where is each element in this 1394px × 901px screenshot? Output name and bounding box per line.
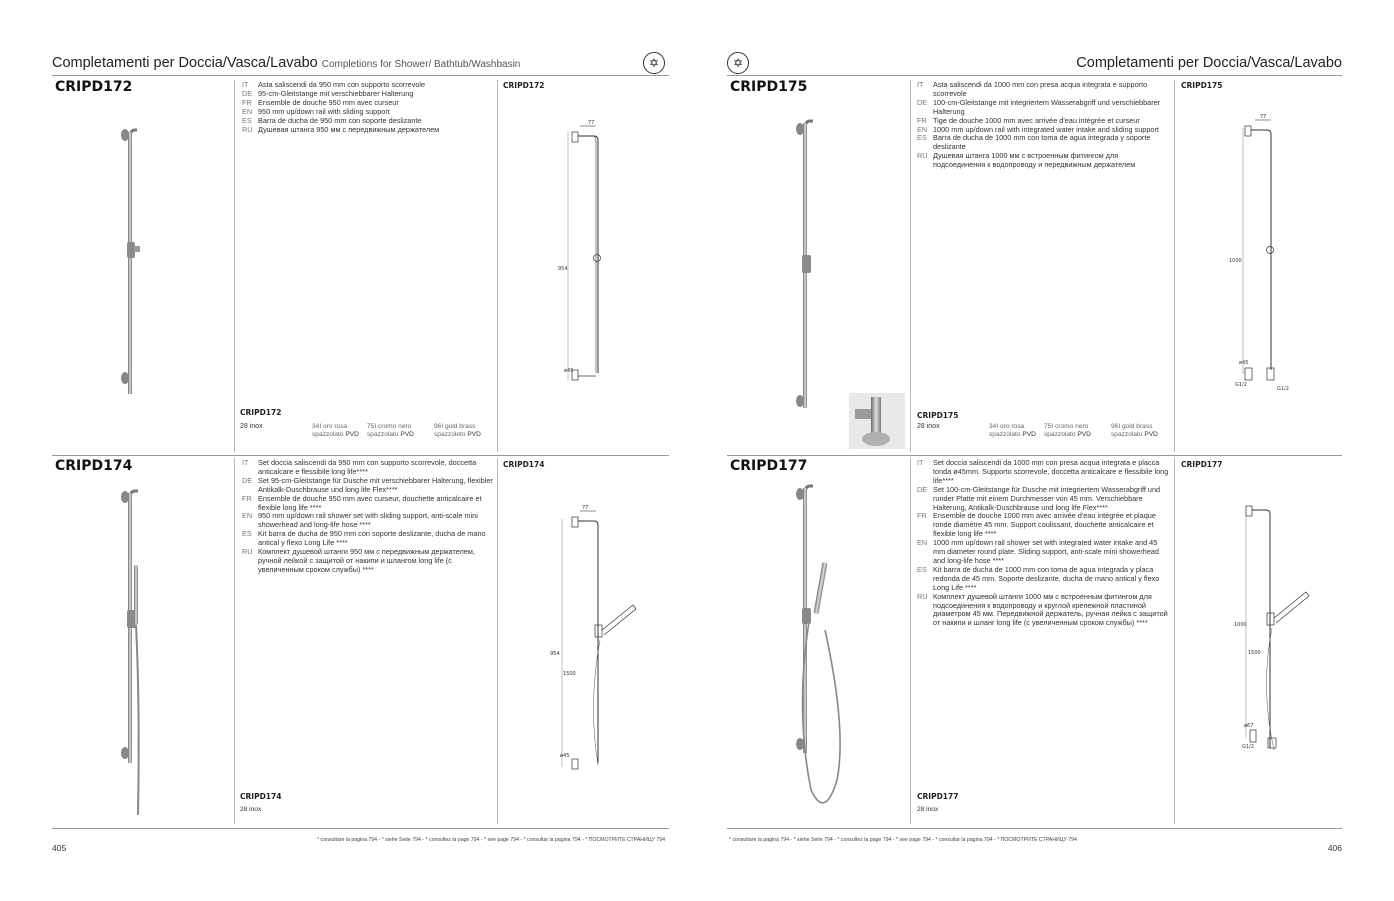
drawing-code: CRIPD177 bbox=[1181, 460, 1223, 469]
column-divider bbox=[234, 80, 235, 452]
left-footnote: * consultare la pagina 794 - * siehe Seite 794 - * consultez la page 794 - * see page 794 - * consultar la pagina 794 - * ПОСМОТРИТЕ СТРАНИЦУ 794 bbox=[317, 837, 665, 843]
description-list: IT Set doccia saliscendi da 950 mm con supporto scorrevole, doccetta anticalcare e flessibile long life**** DE Set 95-cm-Gleitstange für Dusche mit verschiebbarer Halterung, flexibler Antikalk-Duschbrause und long life Flex**** FR Ensemble de douche 950 mm avec curseur, douchette anticalcaire et flexible long life **** EN 950 mm up/down rail shower set with sliding support, anti-scale mini showerhead and long-life hose **** ES Kit barra de ducha de 950 mm con soporte deslizante, ducha de mano antical y flexo Long Life **** RU Комплект душевой штанги 950 мм с передвижным держателем, ручной лейкой с защитой от накипи и шлангом long life (с увеличенным сроком службы) **** bbox=[242, 458, 493, 574]
finish-code: CRIPD177 bbox=[917, 792, 959, 801]
dim-top: 77 bbox=[582, 505, 589, 511]
finish-option: 75I cromo nero spazzolato PVD bbox=[367, 423, 414, 438]
left-header-rule bbox=[52, 75, 669, 76]
dim-thread-left: G1/2 bbox=[1235, 382, 1247, 388]
finish-option: 34I oro rosa spazzolato PVD bbox=[312, 423, 359, 438]
shower-rail-photo bbox=[785, 115, 830, 420]
finish-options bbox=[240, 423, 490, 443]
column-divider bbox=[910, 80, 911, 452]
shower-set-photo bbox=[785, 480, 855, 820]
finish-base: 28 inox bbox=[240, 423, 263, 430]
shower-rail-photo bbox=[110, 120, 155, 420]
page-number-right: 406 bbox=[1327, 843, 1342, 853]
column-divider bbox=[1174, 458, 1175, 824]
finish-code: CRIPD172 bbox=[240, 408, 282, 417]
right-footer-rule bbox=[727, 828, 1342, 829]
drawing-code: CRIPD175 bbox=[1181, 81, 1223, 90]
left-page-title bbox=[52, 55, 520, 71]
dim-height: 1000 bbox=[1229, 258, 1242, 264]
technical-drawing bbox=[548, 505, 643, 775]
page-number-left: 405 bbox=[52, 843, 67, 853]
star-emblem-icon: ✡ bbox=[727, 52, 749, 74]
drawing-code: CRIPD172 bbox=[503, 81, 545, 90]
dim-diameter: ø45 bbox=[1239, 360, 1249, 366]
left-section-divider bbox=[52, 455, 669, 456]
description-list: IT Asta saliscendi da 1000 mm con presa acqua integrata e supporto scorrevole DE 100-cm-Gleitstange mit integriertem Wasserabgriff und verschiebbarer Halterung FR Tige de douche 1000 mm avec arrivée d'eau intégrée et curseur EN 1000 mm up/down rail with integrated water intake and sliding support ES Barra de ducha de 1000 mm con toma de agua integrada y soporte deslizante RU Душевая штанга 1000 мм с встроенным фитингом для подсоединения к водопроводу и передвижным держателем bbox=[917, 80, 1161, 170]
dim-thread: G1/2 bbox=[1242, 744, 1254, 750]
left-footer-rule bbox=[52, 828, 669, 829]
left-title-main: Completamenti per Doccia/Vasca/Lavabo bbox=[52, 55, 318, 71]
dim-height: 1000 bbox=[1234, 622, 1247, 628]
column-divider bbox=[497, 80, 498, 452]
dim-top: 77 bbox=[588, 120, 595, 126]
finish-base: 28 inox bbox=[917, 423, 940, 430]
description-list: IT Asta saliscendi da 950 mm con supporto scorrevole DE 95-cm-Gleitstange mit verschiebbarer Halterung FR Ensemble de douche 950 mm avec curseur EN 950 mm up/down rail with sliding support ES Barra de ducha de 950 mm con soporte deslizante RU Душевая штанга 950 мм с передвижным держателем bbox=[242, 80, 440, 134]
dim-height: 954 bbox=[558, 266, 568, 272]
dim-top: 77 bbox=[1260, 114, 1267, 120]
detail-photo bbox=[849, 393, 905, 449]
description-list: IT Set doccia saliscendi da 1000 mm con presa acqua integrata e placca tonda ø45mm. Supporto scorrevole, doccetta anticalcare e flessibile long life**** DE Set 100-cm-Gleitstange für Dusche mit integriertem Wasserabgriff und runder Platte mit einem Durchmesser von 45 mm. Verschiebbare Halterung, Antikalk-Duschbrause und long life Flex**** FR Ensemble de douche 1000 mm avec arrivée d'eau intégrée et plaque ronde diamètre 45 mm. Support coulissant, douchette anticalcaire et flexible long life **** EN 1000 mm up/down rail shower set with integrated water intake and 45 mm diameter round plate. Sliding support, anti-scale mini showerhead and long-life hose **** ES Kit barra de ducha de 1000 mm con toma de agua integrada y placa redonda de 45 mm. Soporte deslizante, ducha de mano antical y flexo Long Life **** RU Комплект душевой штанги 1000 мм с встроенным фитингом для подсоединения к водопроводу и круглой крепежной пластиной диаметром 45 мм. Передвижной держатель, ручная лейка с защитой от накипи и шланг long life (с увеличенным сроком службы) **** bbox=[917, 458, 1169, 628]
finish-base: 28 inox bbox=[240, 806, 262, 813]
finish-option: 96I gold brass spazzoleto PVD bbox=[434, 423, 481, 438]
dim-diameter: ø67 bbox=[1244, 723, 1254, 729]
product-code: CRIPD175 bbox=[730, 79, 808, 95]
product-code: CRIPD174 bbox=[55, 458, 133, 474]
left-title-subtitle: Completions for Shower/ Bathtub/Washbasin bbox=[321, 59, 521, 70]
column-divider bbox=[910, 458, 911, 824]
technical-drawing bbox=[550, 118, 620, 398]
dim-hose: 1500 bbox=[563, 671, 576, 677]
finish-options bbox=[917, 423, 1167, 443]
column-divider bbox=[234, 458, 235, 824]
column-divider bbox=[1174, 80, 1175, 452]
finish-code: CRIPD175 bbox=[917, 411, 959, 420]
dim-thread-right: G1/2 bbox=[1277, 386, 1289, 392]
right-page-title: Completamenti per Doccia/Vasca/Lavabo bbox=[1076, 55, 1342, 71]
dim-diameter: ø45 bbox=[564, 368, 574, 374]
technical-drawing bbox=[1230, 498, 1320, 768]
product-code: CRIPD172 bbox=[55, 79, 133, 95]
star-emblem-icon: ✡ bbox=[643, 52, 665, 74]
dim-diameter: ø45 bbox=[560, 753, 570, 759]
drawing-code: CRIPD174 bbox=[503, 460, 545, 469]
product-code: CRIPD177 bbox=[730, 458, 808, 474]
right-footnote: * consultare la pagina 794 - * siehe Seite 794 - * consultez la page 794 - * see page 794 - * consultar la pagina 794 - * ПОСМОТРИТЕ СТРАНИЦУ 794 bbox=[729, 837, 1077, 843]
finish-option: 96I gold brass spazzolato PVD bbox=[1111, 423, 1158, 438]
dim-hose: 1500 bbox=[1248, 650, 1261, 656]
finish-option: 75I cromo nero spazzolato PVD bbox=[1044, 423, 1091, 438]
shower-set-photo bbox=[110, 485, 160, 820]
finish-option: 34I oro rosa spazzolato PVD bbox=[989, 423, 1036, 438]
right-section-divider bbox=[727, 455, 1342, 456]
technical-drawing bbox=[1225, 112, 1300, 397]
finish-base: 28 inox bbox=[917, 806, 939, 813]
right-header-rule bbox=[727, 75, 1342, 76]
column-divider bbox=[497, 458, 498, 824]
finish-code: CRIPD174 bbox=[240, 792, 282, 801]
dim-height: 954 bbox=[550, 651, 560, 657]
